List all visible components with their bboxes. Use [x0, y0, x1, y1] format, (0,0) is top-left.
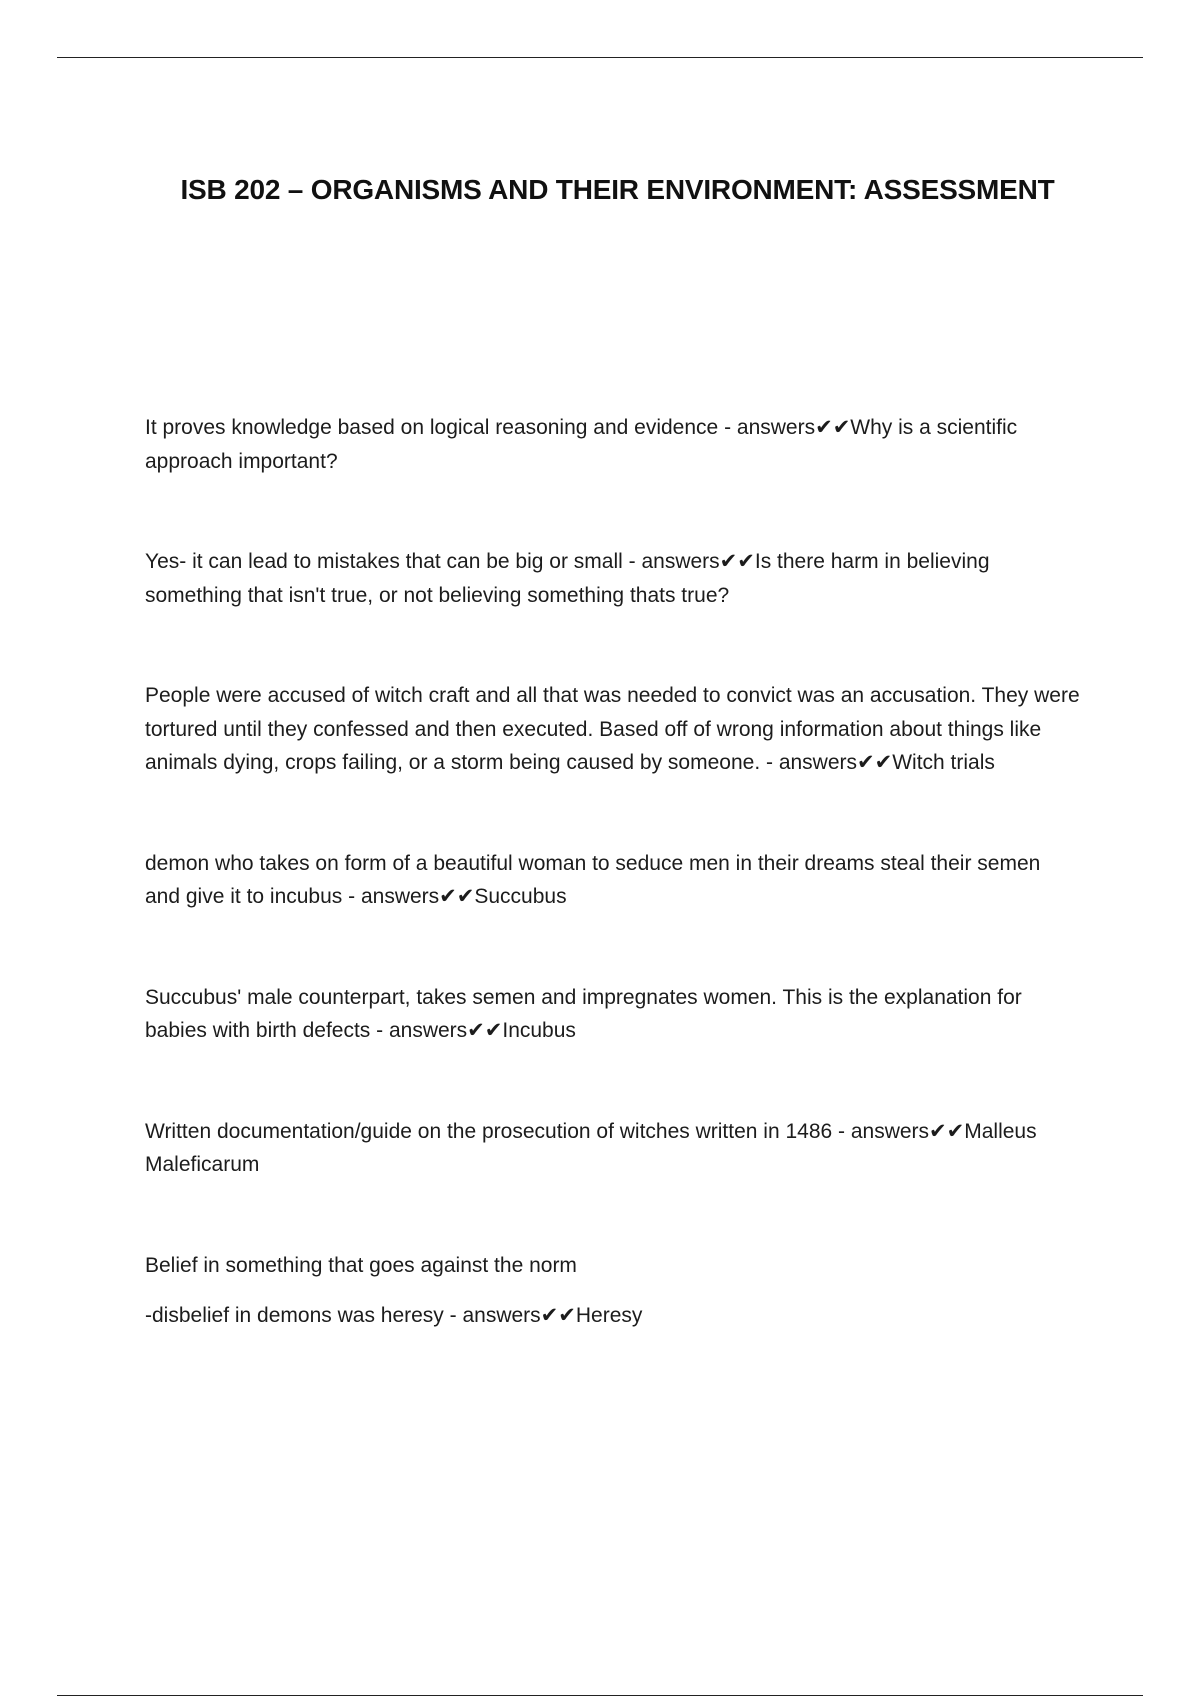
qa-term: Why is a scientific approach important? — [145, 416, 1018, 473]
qa-item — [145, 545, 1080, 612]
answers-marker: - answers✔✔ — [370, 1019, 503, 1042]
qa-text — [145, 545, 1080, 612]
qa-item — [145, 1249, 1080, 1333]
qa-term: Is there harm in believing something that isn't true, or not believing something thats true? — [145, 550, 990, 607]
qa-text — [145, 847, 1080, 914]
qa-text — [145, 411, 1080, 478]
qa-answer: It proves knowledge based on logical reasoning and evidence — [145, 416, 719, 439]
qa-item — [145, 1115, 1080, 1182]
page-title: ISB 202 – ORGANISMS AND THEIR ENVIRONMENT: ASSESSMENT — [180, 173, 1055, 205]
answers-marker: - answers✔✔ — [760, 751, 893, 774]
qa-item — [145, 411, 1080, 478]
qa-text — [145, 1299, 1080, 1333]
top-rule — [57, 57, 1143, 58]
qa-term: Malleus Maleficarum — [145, 1119, 1037, 1176]
qa-answer: demon who takes on form of a beautiful woman to seduce men in their dreams steal their semen and give it to incubus — [145, 851, 1041, 908]
bottom-rule — [57, 1695, 1143, 1696]
answers-marker: - answers✔✔ — [718, 416, 851, 439]
qa-text — [145, 1115, 1080, 1182]
answers-marker: - answers✔✔ — [342, 885, 475, 908]
qa-text — [145, 981, 1080, 1048]
qa-text — [145, 679, 1080, 780]
qa-answer: Succubus' male counterpart, takes semen and impregnates women. This is the explanation for babies with birth defects — [145, 985, 1022, 1042]
qa-term: Witch trials — [892, 751, 995, 774]
qa-item — [145, 847, 1080, 914]
qa-answer: Yes- it can lead to mistakes that can be big or small — [145, 550, 623, 573]
qa-answer: -disbelief in demons was heresy — [145, 1304, 444, 1327]
qa-term: Incubus — [502, 1019, 576, 1042]
answers-marker: - answers✔✔ — [443, 1304, 576, 1327]
qa-answer-line: Belief in something that goes against the norm — [145, 1253, 577, 1277]
qa-item — [145, 679, 1080, 780]
answers-marker: - answers✔✔ — [832, 1119, 965, 1143]
qa-term: Succubus — [474, 885, 567, 908]
qa-answer: People were accused of witch craft and all that was needed to convict was an accusation. They were tortured until they confessed and then executed. Based off of wrong information about things like animals dying, crops failing, or a storm being caused by someone. — [145, 684, 1080, 774]
qa-term: Heresy — [575, 1304, 643, 1327]
qa-item — [145, 981, 1080, 1048]
answers-marker: - answers✔✔ — [622, 550, 755, 573]
qa-answer: Written documentation/guide on the prosecution of witches written in 1486 — [145, 1119, 833, 1143]
qa-list — [145, 411, 1080, 1400]
